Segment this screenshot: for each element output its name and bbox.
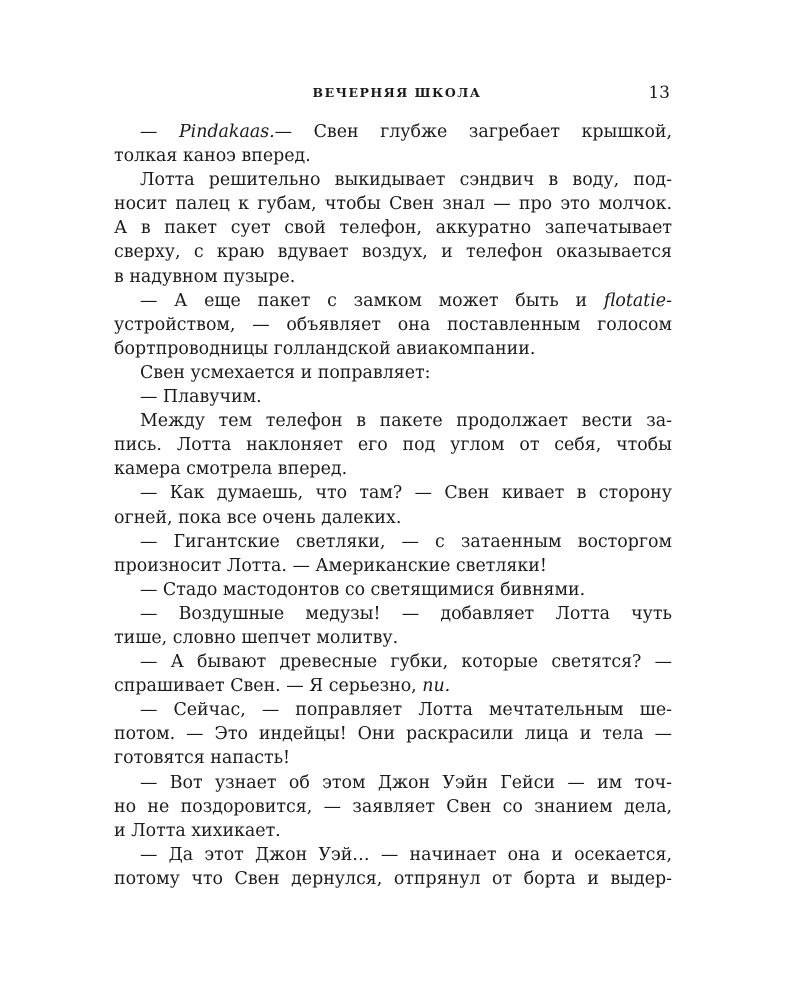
text-line bbox=[114, 168, 672, 192]
italic-run: Pindakaas. bbox=[178, 122, 275, 142]
text-run: произносит Лотта. — Американские светляки! bbox=[114, 555, 547, 576]
text-run: - bbox=[666, 290, 672, 311]
text-line bbox=[114, 313, 672, 337]
text-run: — Гигантские светляки, — с затаенным восторгом bbox=[140, 531, 672, 552]
text-run: но не поздоровится, — заявляет Свен со знанием дела, bbox=[114, 796, 672, 817]
text-run: сверху, с краю вдувает воздух, и телефон оказывается bbox=[114, 242, 672, 263]
text-run: — Воздушные медузы! — добавляет Лотта чуть bbox=[140, 603, 672, 624]
text-run: готовятся напасть! bbox=[114, 748, 291, 769]
text-run: толкая каноэ вперед. bbox=[114, 146, 311, 167]
text-line bbox=[114, 819, 672, 843]
text-line bbox=[114, 626, 672, 650]
text-line bbox=[114, 843, 672, 867]
text-run: — А еще пакет с замком может быть и bbox=[140, 290, 604, 311]
italic-run: flotatie bbox=[603, 290, 667, 311]
text-run: — А бывают древесные губки, которые светятся? — bbox=[140, 652, 672, 673]
text-run: А в пакет сует свой телефон, аккуратно запечатывает bbox=[114, 218, 672, 239]
text-run: бортпроводницы голландской авиакомпании. bbox=[114, 338, 536, 359]
text-line bbox=[114, 674, 672, 698]
text-line bbox=[114, 144, 672, 168]
text-line bbox=[114, 337, 672, 361]
text-line bbox=[114, 867, 672, 891]
text-line bbox=[114, 602, 672, 626]
text-line bbox=[114, 289, 672, 313]
text-run: — bbox=[140, 122, 179, 142]
text-run: — Плавучим. bbox=[140, 387, 262, 408]
text-run: и Лотта хихикает. bbox=[114, 820, 281, 841]
text-run: Между тем телефон в пакете продолжает вести за- bbox=[140, 411, 672, 432]
text-line bbox=[114, 240, 672, 264]
text-run: спрашивает Свен. — Я серьезно, bbox=[114, 676, 423, 697]
text-line bbox=[114, 481, 672, 505]
text-run: потом. — Это индейцы! Они раскрасили лица и тела — bbox=[114, 724, 672, 745]
text-run: — Свен глубже загребает крышкой, bbox=[274, 122, 672, 142]
text-line bbox=[114, 265, 672, 289]
text-line bbox=[114, 457, 672, 481]
text-run: камера смотрела вперед. bbox=[114, 459, 348, 480]
text-line bbox=[114, 650, 672, 674]
text-run: в надувном пузыре. bbox=[114, 266, 296, 287]
text-line bbox=[114, 506, 672, 530]
text-run: тише, словно шепчет молитву. bbox=[114, 627, 399, 648]
text-line bbox=[114, 361, 672, 385]
text-run: Лотта решительно выкидывает сэндвич в воду, под- bbox=[140, 170, 672, 191]
text-line bbox=[114, 771, 672, 795]
text-line bbox=[114, 216, 672, 240]
text-line bbox=[114, 433, 672, 457]
page-number: 13 bbox=[648, 83, 670, 103]
body-text bbox=[114, 120, 672, 891]
italic-run: пи. bbox=[422, 676, 451, 697]
text-line bbox=[114, 120, 672, 144]
running-head bbox=[122, 82, 672, 104]
text-line bbox=[114, 722, 672, 746]
running-title: ВЕЧЕРНЯЯ ШКОЛА bbox=[312, 85, 482, 100]
text-line bbox=[114, 698, 672, 722]
text-run: пись. Лотта наклоняет его под углом от себя, чтобы bbox=[114, 435, 672, 456]
text-run: Свен усмехается и поправляет: bbox=[140, 362, 431, 383]
text-run: — Вот узнает об этом Джон Уэйн Гейси — им точ- bbox=[140, 772, 672, 793]
text-line bbox=[114, 530, 672, 554]
text-run: — Как думаешь, что там? — Свен кивает в сторону bbox=[140, 483, 672, 504]
text-run: носит палец к губам, чтобы Свен знал — про это молчок. bbox=[114, 194, 672, 215]
text-line bbox=[114, 192, 672, 216]
text-line bbox=[114, 409, 672, 433]
text-line bbox=[114, 746, 672, 770]
text-run: устройством, — объявляет она поставленным голосом bbox=[114, 314, 672, 335]
text-line bbox=[114, 385, 672, 409]
text-line bbox=[114, 795, 672, 819]
text-run: — Да этот Джон Уэй… — начинает она и осекается, bbox=[140, 844, 672, 865]
text-run: огней, пока все очень далеких. bbox=[114, 507, 402, 528]
text-run: — Стадо мастодонтов со светящимися бивнями. bbox=[140, 579, 586, 600]
text-line bbox=[114, 554, 672, 578]
text-run: — Сейчас, — поправляет Лотта мечтательным ше- bbox=[140, 700, 672, 721]
text-run: потому что Свен дернулся, отпрянул от борта и выдер- bbox=[114, 868, 672, 889]
text-line bbox=[114, 578, 672, 602]
